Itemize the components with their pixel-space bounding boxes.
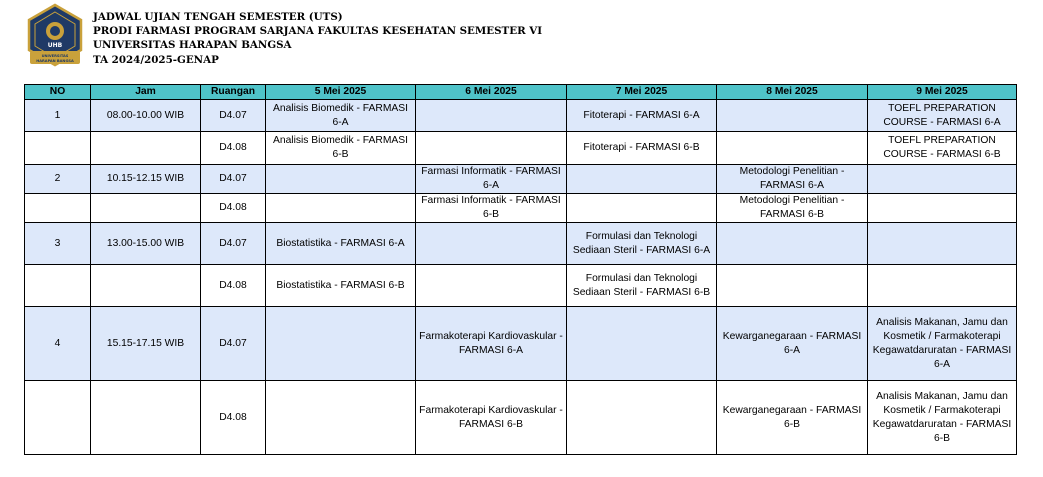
table-header-row (25, 85, 1017, 100)
cell-ruangan: D4.08 (201, 132, 266, 165)
cell-exam: Formulasi dan Teknologi Sediaan Steril - FARMASI 6-B (567, 265, 717, 307)
cell-exam (567, 307, 717, 381)
cell-ruangan: D4.08 (201, 265, 266, 307)
svg-text:UHB: UHB (47, 42, 63, 49)
cell-exam (416, 223, 567, 265)
cell-exam: Formulasi dan Teknologi Sediaan Steril - FARMASI 6-A (567, 223, 717, 265)
cell-exam (416, 100, 567, 132)
cell-exam (868, 194, 1017, 223)
svg-text:HARAPAN BANGSA: HARAPAN BANGSA (36, 59, 74, 63)
cell-exam: Biostatistika - FARMASI 6-A (266, 223, 416, 265)
cell-exam (567, 194, 717, 223)
cell-ruangan: D4.08 (201, 381, 266, 455)
cell-jam: 13.00-15.00 WIB (91, 223, 201, 265)
table-row (25, 223, 1017, 265)
cell-exam (416, 132, 567, 165)
title-line: PRODI FARMASI PROGRAM SARJANA FAKULTAS KESEHATAN SEMESTER VI (93, 25, 543, 38)
cell-exam: Kewarganegaraan - FARMASI 6-A (717, 307, 868, 381)
col-header-ruangan: Ruangan (201, 85, 266, 100)
cell-jam: 10.15-12.15 WIB (91, 165, 201, 194)
cell-jam (91, 194, 201, 223)
cell-no: 1 (25, 100, 91, 132)
cell-no: 2 (25, 165, 91, 194)
title-line: TA 2024/2025-GENAP (93, 53, 219, 66)
cell-exam (868, 265, 1017, 307)
cell-exam: Metodologi Penelitian - FARMASI 6-A (717, 165, 868, 194)
cell-exam: Fitoterapi - FARMASI 6-A (567, 100, 717, 132)
table-row (25, 100, 1017, 132)
cell-exam (266, 381, 416, 455)
cell-exam (266, 165, 416, 194)
cell-exam: Farmakoterapi Kardiovaskular - FARMASI 6-A (416, 307, 567, 381)
table-row (25, 132, 1017, 165)
table-row (25, 265, 1017, 307)
cell-exam: Metodologi Penelitian - FARMASI 6-B (717, 194, 868, 223)
col-header-date: 8 Mei 2025 (717, 85, 868, 100)
svg-text:UNIVERSITAS: UNIVERSITAS (41, 54, 69, 58)
cell-ruangan: D4.08 (201, 194, 266, 223)
cell-jam (91, 132, 201, 165)
col-header-no: NO (25, 85, 91, 100)
col-header-date: 5 Mei 2025 (266, 85, 416, 100)
cell-exam: Biostatistika - FARMASI 6-B (266, 265, 416, 307)
cell-exam (717, 265, 868, 307)
cell-ruangan: D4.07 (201, 223, 266, 265)
cell-jam: 08.00-10.00 WIB (91, 100, 201, 132)
cell-exam: Farmakoterapi Kardiovaskular - FARMASI 6-B (416, 381, 567, 455)
cell-exam: Analisis Biomedik - FARMASI 6-A (266, 100, 416, 132)
cell-exam: Farmasi Informatik - FARMASI 6-B (416, 194, 567, 223)
cell-exam (266, 194, 416, 223)
cell-exam (416, 265, 567, 307)
col-header-date: 7 Mei 2025 (567, 85, 717, 100)
cell-exam: Kewarganegaraan - FARMASI 6-B (717, 381, 868, 455)
cell-exam: Analisis Makanan, Jamu dan Kosmetik / Farmakoterapi Kegawatdaruratan - FARMASI 6-B (868, 381, 1017, 455)
cell-exam (717, 100, 868, 132)
cell-no: 3 (25, 223, 91, 265)
cell-exam (266, 307, 416, 381)
cell-no (25, 265, 91, 307)
cell-ruangan: D4.07 (201, 165, 266, 194)
cell-exam: TOEFL PREPARATION COURSE - FARMASI 6-A (868, 100, 1017, 132)
cell-exam (567, 381, 717, 455)
cell-exam (717, 223, 868, 265)
cell-exam (567, 165, 717, 194)
cell-ruangan: D4.07 (201, 307, 266, 381)
cell-exam: Fitoterapi - FARMASI 6-B (567, 132, 717, 165)
table-row (25, 194, 1017, 223)
cell-no (25, 132, 91, 165)
exam-schedule-table (24, 84, 1017, 455)
cell-exam (717, 132, 868, 165)
cell-exam: TOEFL PREPARATION COURSE - FARMASI 6-B (868, 132, 1017, 165)
col-header-jam: Jam (91, 85, 201, 100)
table-row (25, 381, 1017, 455)
cell-no: 4 (25, 307, 91, 381)
title-line: UNIVERSITAS HARAPAN BANGSA (93, 39, 292, 52)
cell-jam (91, 381, 201, 455)
cell-jam (91, 265, 201, 307)
cell-jam: 15.15-17.15 WIB (91, 307, 201, 381)
cell-ruangan: D4.07 (201, 100, 266, 132)
cell-exam: Analisis Biomedik - FARMASI 6-B (266, 132, 416, 165)
table-row (25, 307, 1017, 381)
cell-exam (868, 165, 1017, 194)
title-line: JADWAL UJIAN TENGAH SEMESTER (UTS) (93, 11, 343, 23)
cell-no (25, 381, 91, 455)
col-header-date: 9 Mei 2025 (868, 85, 1017, 100)
cell-no (25, 194, 91, 223)
table-row (25, 165, 1017, 194)
cell-exam (868, 223, 1017, 265)
university-logo (24, 3, 86, 73)
document-title (93, 10, 542, 67)
cell-exam: Farmasi Informatik - FARMASI 6-A (416, 165, 567, 194)
cell-exam: Analisis Makanan, Jamu dan Kosmetik / Farmakoterapi Kegawatdaruratan - FARMASI 6-A (868, 307, 1017, 381)
col-header-date: 6 Mei 2025 (416, 85, 567, 100)
